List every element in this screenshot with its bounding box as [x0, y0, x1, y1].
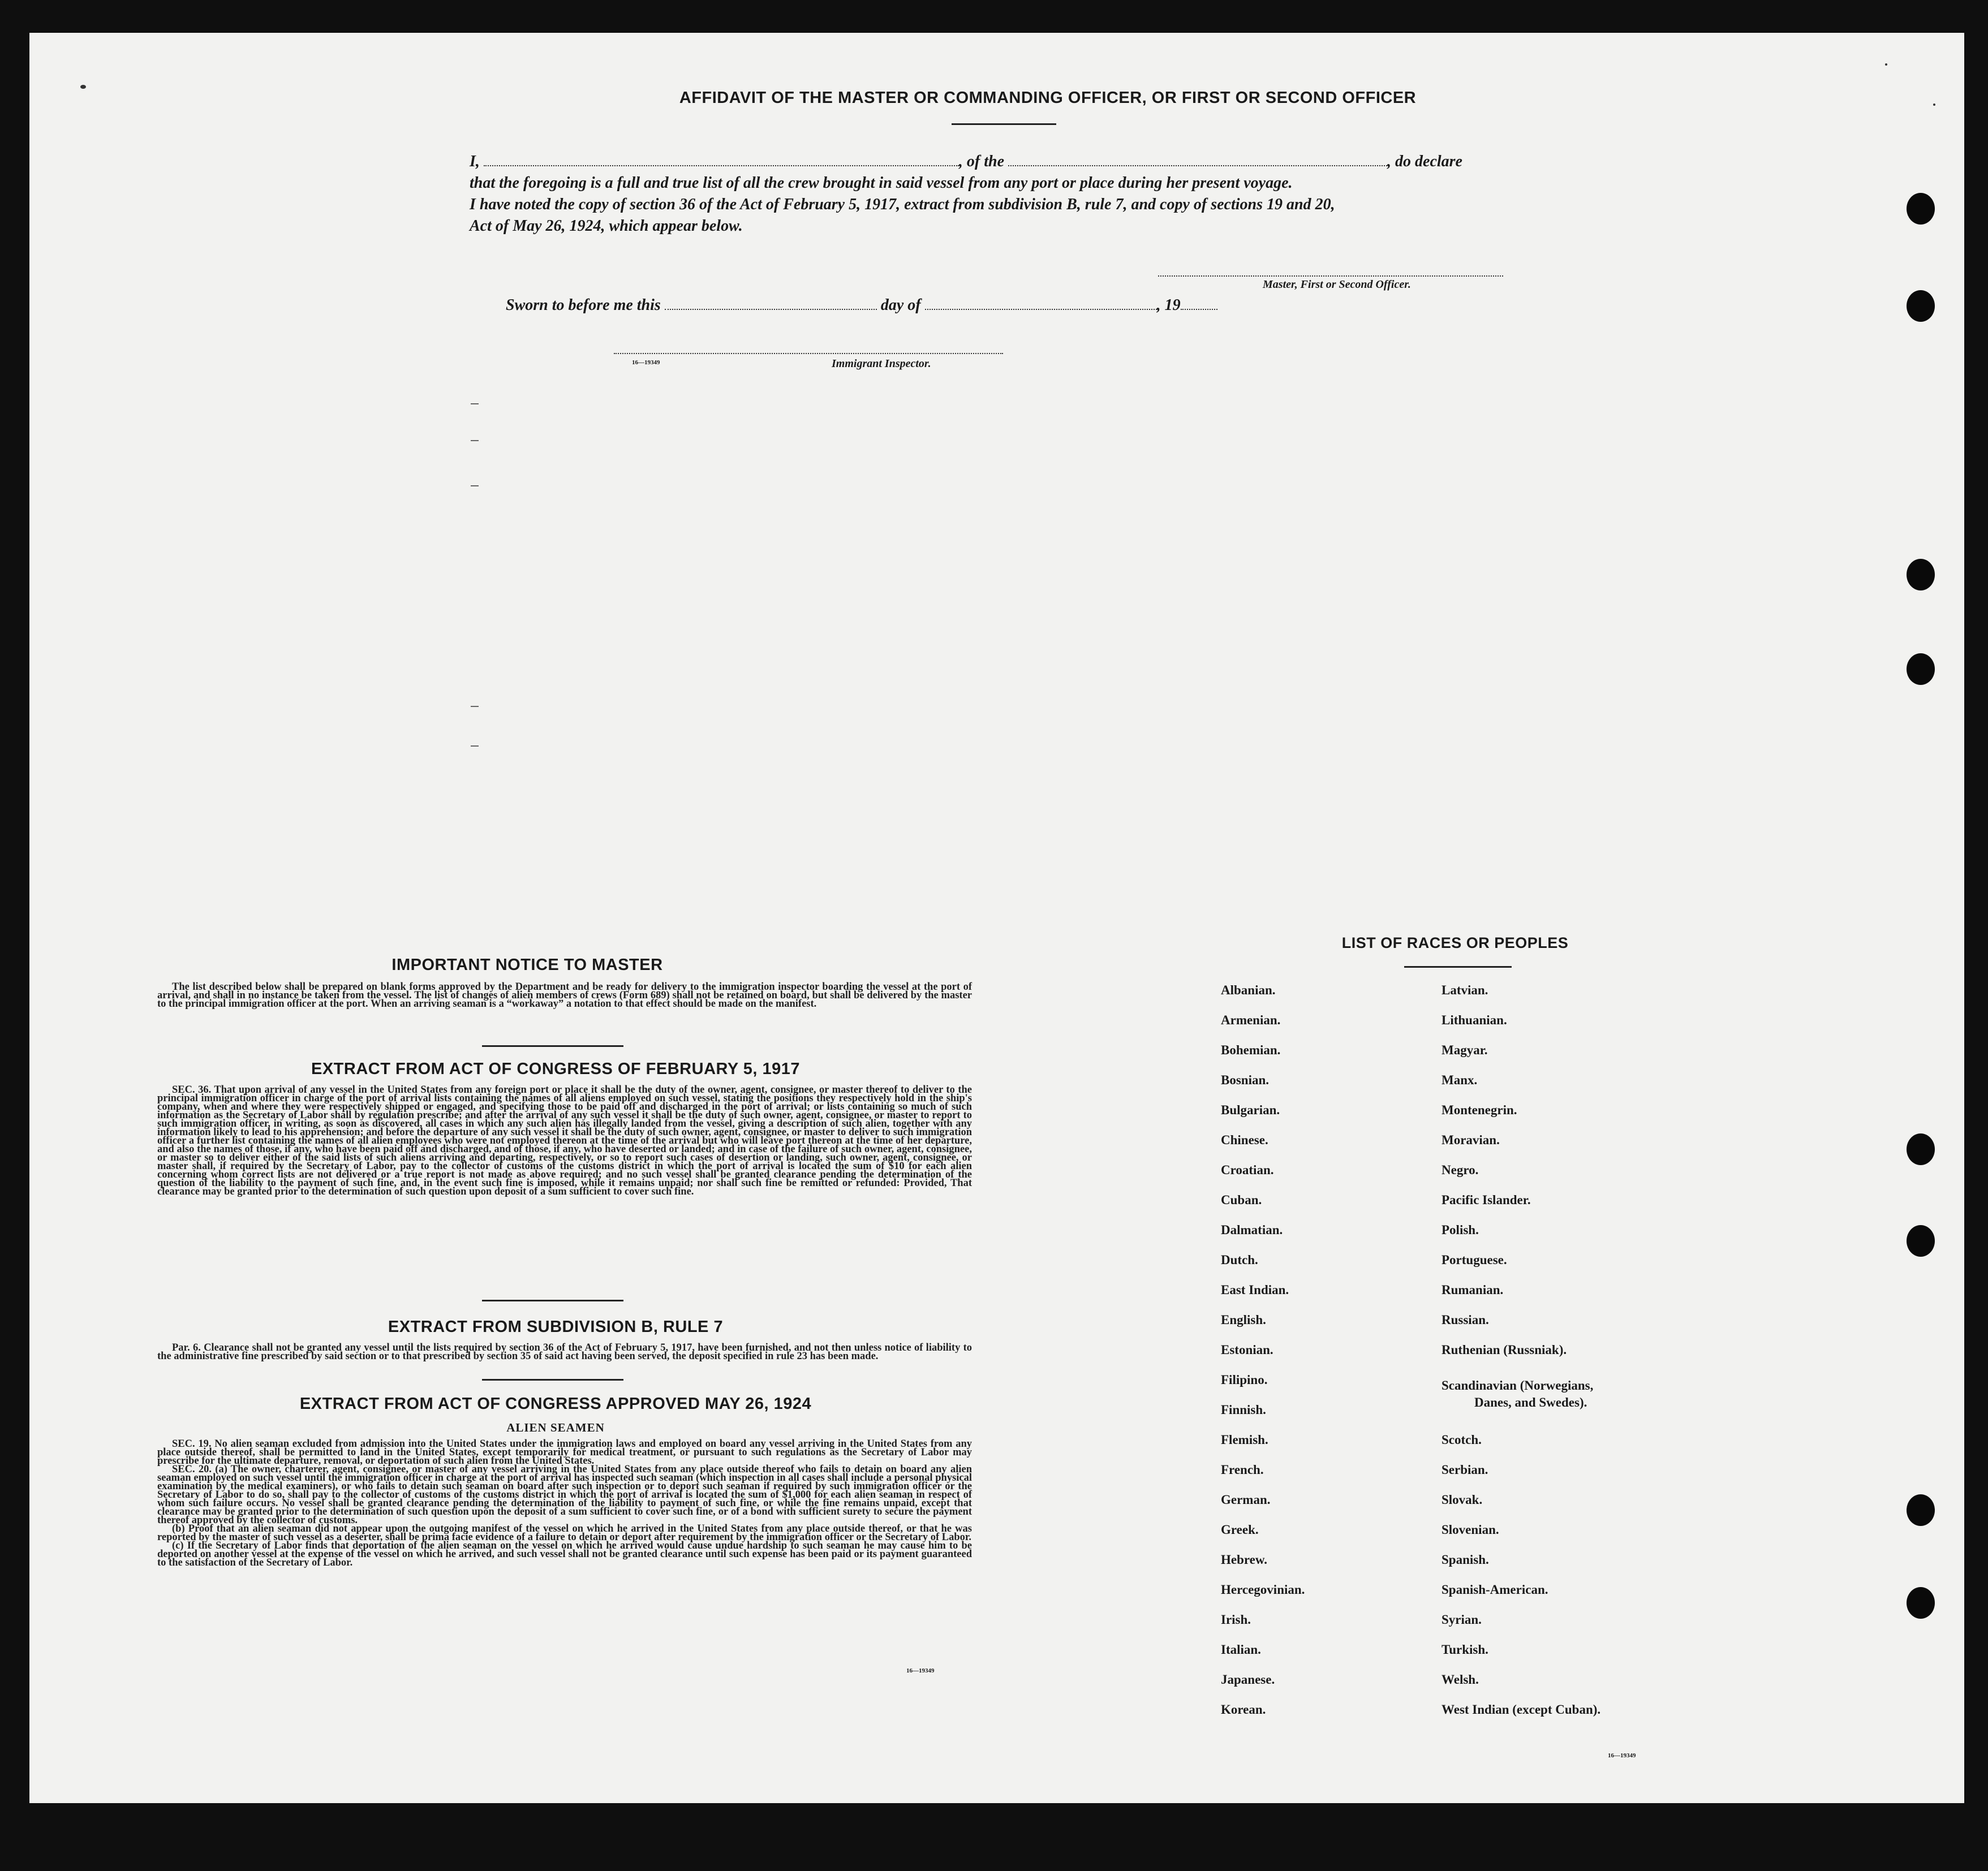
race-item: Bosnian.	[1221, 1073, 1270, 1087]
race-item: Manx.	[1441, 1073, 1478, 1087]
race-item: Spanish.	[1441, 1553, 1489, 1567]
of-the-label: , of the	[958, 153, 1005, 170]
race-item: Japanese.	[1221, 1672, 1275, 1687]
race-item: Serbian.	[1441, 1463, 1488, 1477]
race-item: Chinese.	[1221, 1133, 1268, 1147]
race-item: Scotch.	[1441, 1433, 1482, 1447]
race-item: Latvian.	[1441, 983, 1488, 997]
sec-19-paragraph: SEC. 19. No alien seaman excluded from admission into the United States under the immigration laws and employed on board any vessel arriving in the United States from any place outside thereof, shall be permitted to land in the United States, except temporarily for medical treatment, or pursuant to such regulations as the Secretary of Labor may prescribe for the ultimate departure, removal, or deportation of such alien from the United States.	[157, 1438, 972, 1467]
race-item: Dalmatian.	[1221, 1223, 1283, 1237]
race-item: Armenian.	[1221, 1013, 1281, 1027]
punch-hole	[1907, 1494, 1935, 1526]
affidavit-line-1	[470, 153, 1462, 171]
race-item: Dutch.	[1221, 1253, 1258, 1267]
officer-signature-field[interactable]	[1158, 275, 1503, 277]
punch-hole	[1907, 1587, 1935, 1619]
extract-1924-title: EXTRACT FROM ACT OF CONGRESS APPROVED MAY 26, 1924	[299, 1395, 812, 1413]
race-item: Magyar.	[1441, 1043, 1488, 1057]
section-divider	[482, 1300, 623, 1301]
race-item: Pacific Islander.	[1441, 1193, 1531, 1207]
race-item: Hercegovinian.	[1221, 1583, 1305, 1597]
punch-hole	[1907, 290, 1935, 322]
notice-title: IMPORTANT NOTICE TO MASTER	[391, 956, 663, 974]
form-number-bottom-left: 16—19349	[906, 1667, 935, 1674]
extract-1917-text	[157, 1086, 972, 1196]
alien-seamen-subtitle: ALIEN SEAMEN	[506, 1421, 605, 1434]
title-underline	[952, 123, 1056, 125]
sec-20b-paragraph: (b) Proof that an alien seaman did not appear upon the outgoing manifest of the vessel on which he arrived in the United States from any place outside thereof, or that he was reported by the master of such vessel as a deserter, shall be prima facie evidence of a failure to detain or deport after requirement by the immigration officer or the Secretary of Labor.	[157, 1523, 972, 1543]
punch-hole	[1907, 559, 1935, 590]
affidavit-i-label: I,	[470, 153, 480, 170]
race-item: Portuguese.	[1441, 1253, 1507, 1267]
race-item: Irish.	[1221, 1613, 1251, 1627]
race-item: Bohemian.	[1221, 1043, 1281, 1057]
race-item: Croatian.	[1221, 1163, 1274, 1177]
race-item: Hebrew.	[1221, 1553, 1267, 1567]
sworn-month-field[interactable]	[925, 308, 1157, 310]
sworn-year-field[interactable]	[1181, 308, 1217, 310]
extract-1917-title: EXTRACT FROM ACT OF CONGRESS OF FEBRUARY 5, 1917	[311, 1060, 801, 1078]
race-item: Rumanian.	[1441, 1283, 1504, 1297]
race-item: Turkish.	[1441, 1642, 1488, 1657]
name-field[interactable]	[484, 165, 959, 166]
race-item: Negro.	[1441, 1163, 1479, 1177]
races-left-column	[1221, 983, 1305, 1732]
margin-tick	[471, 745, 479, 747]
race-item: Slovak.	[1441, 1493, 1483, 1507]
races-title-underline	[1404, 966, 1512, 968]
notice-paragraph: The list described below shall be prepared on blank forms approved by the Department and be ready for delivery to the immigration inspector boarding the vessel at the port of arrival, and shall in no instance be taken from the vessel. The list of changes of alien members of crews (Form 689) shall not be retained on board, but shall be delivered by the master to the principal immigration officer at the port. When an arriving seaman is a “workaway” a notation to that effect should be made on the manifest.	[157, 981, 972, 1010]
race-item: Greek.	[1221, 1523, 1259, 1537]
sec-20c-paragraph: (c) If the Secretary of Labor finds that deportation of the alien seaman on the vessel on which he arrived would cause undue hardship to such seaman he may cause him to be deported on another vessel at the expense of the vessel on which he arrived, and such vessel shall not be granted clearance until such expense has been paid or its payment guaranteed to the satisfaction of the Secretary of Labor.	[157, 1540, 972, 1568]
race-item: Moravian.	[1441, 1133, 1500, 1147]
sworn-year-prefix: , 19	[1156, 296, 1181, 314]
notice-text	[157, 983, 972, 1008]
extract-rule7-title: EXTRACT FROM SUBDIVISION B, RULE 7	[388, 1318, 724, 1336]
sworn-line	[506, 296, 1217, 314]
race-item: Polish.	[1441, 1223, 1479, 1237]
officer-signature-caption: Master, First or Second Officer.	[1263, 278, 1411, 291]
form-number-bottom-right: 16—19349	[1608, 1752, 1636, 1759]
race-item: Albanian.	[1221, 983, 1276, 997]
race-item: French.	[1221, 1463, 1264, 1477]
vessel-field[interactable]	[1008, 165, 1387, 166]
ink-speck	[1933, 104, 1935, 106]
ink-speck	[1885, 63, 1887, 66]
race-item: Spanish-American.	[1441, 1583, 1548, 1597]
extract-1924-text	[157, 1440, 972, 1567]
race-item: Danes, and Swedes).	[1474, 1395, 1587, 1409]
affidavit-line-4: Act of May 26, 1924, which appear below.	[470, 217, 743, 235]
race-item: Montenegrin.	[1441, 1103, 1517, 1117]
do-declare-label: , do declare	[1387, 153, 1462, 170]
section-divider	[482, 1379, 623, 1381]
extract-rule7-text	[157, 1344, 972, 1361]
sworn-day-field[interactable]	[665, 308, 877, 310]
margin-tick	[471, 403, 479, 404]
sworn-prefix: Sworn to before me this	[506, 296, 661, 314]
race-item: Syrian.	[1441, 1613, 1482, 1627]
inspector-signature-field[interactable]	[614, 352, 1003, 354]
section-divider	[482, 1045, 623, 1047]
form-number-top: 16—19349	[632, 359, 660, 366]
punch-hole	[1907, 193, 1935, 225]
race-item: Bulgarian.	[1221, 1103, 1280, 1117]
race-item: Korean.	[1221, 1702, 1266, 1717]
affidavit-title: AFFIDAVIT OF THE MASTER OR COMMANDING OFFICER, OR FIRST OR SECOND OFFICER	[679, 89, 1417, 107]
race-item: Scandinavian (Norwegians,	[1441, 1378, 1594, 1393]
race-item: Ruthenian (Russniak).	[1441, 1343, 1567, 1357]
sec-20a-paragraph: SEC. 20. (a) The owner, charterer, agent, consignee, or master of any vessel arriving in the United States from any place outside thereof who fails to detain on board any alien seaman employed on such vessel until the immigration officer in charge at the port of arrival has inspected such seaman (which inspection in all cases shall include a personal physical examination by the medical examiners), or who fails to detain such seaman on board after such inspection or to deport such seaman if required by such immigration officer or the Secretary of Labor to do so, shall pay to the collector of customs of the customs district in which the port of arrival is located the sum of $1,000 for each alien seaman in respect of whom such failure occurs. No vessel shall be granted clearance pending the determination of the liability to payment of such fine, or while the fine remains unpaid, except that clearance may be granted prior to the determination of such question upon the deposit of a sum sufficient to cover such fine, or of a bond with sufficient surety to secure the payment thereof approved by the collector of customs.	[157, 1464, 972, 1526]
race-item: German.	[1221, 1493, 1271, 1507]
race-item: English.	[1221, 1313, 1266, 1327]
race-item: Flemish.	[1221, 1433, 1268, 1447]
affidavit-line-3: I have noted the copy of section 36 of the Act of February 5, 1917, extract from subdivision B, rule 7, and copy of sections 19 and 20,	[470, 196, 1335, 213]
race-item: Welsh.	[1441, 1672, 1479, 1687]
race-item: Finnish.	[1221, 1403, 1266, 1417]
races-right-column	[1441, 983, 1600, 1732]
document-page	[29, 33, 1964, 1803]
par-6-paragraph: Par. 6. Clearance shall not be granted any vessel until the lists required by section 36 of the Act of February 5, 1917, have been furnished, and not then unless notice of liability to the administrative fine prescribed by said section or to that prescribed by section 35 of said act having been served, the deposit specified in rule 23 has been made.	[157, 1342, 972, 1362]
margin-tick	[471, 706, 479, 707]
races-title: LIST OF RACES OR PEOPLES	[1341, 934, 1569, 951]
race-item: Estonian.	[1221, 1343, 1273, 1357]
race-item: East Indian.	[1221, 1283, 1289, 1297]
affidavit-line-2: that the foregoing is a full and true list of all the crew brought in said vessel from any port or place during her present voyage.	[470, 174, 1293, 192]
sec-36-paragraph: SEC. 36. That upon arrival of any vessel in the United States from any foreign port or place it shall be the duty of the owner, agent, consignee, or master thereof to deliver to the principal immigration officer in charge of the port of arrival lists containing the names of all aliens employed on such vessel, stating the positions they respectively hold in the ship's company, when and where they were respectively shipped or engaged, and specifying those to be paid off and discharged in the port of arrival; or lists containing so much of such information as the Secretary of Labor shall by regulation prescribe; and after the arrival of any such vessel it shall be the duty of such owner, agent, consignee, or master to report to such immigration officer, in writing, as soon as discovered, all cases in which any such alien has illegally landed from the vessel, giving a description of such alien, together with any information likely to lead to his apprehension; and before the departure of any such vessel it shall be the duty of such owner, agent, consignee, or master to deliver to such immigration officer a further list containing the names of all alien employees who were not employed thereon at the time of the arrival but who will leave port thereon at the time of her departure, and also the names of those, if any, who have been paid off and discharged, and of those, if any, who have deserted or landed; and in case of the failure of such owner, agent, consignee, or master so to deliver either of the said lists of such aliens arriving and departing, respectively, or so to report such cases of desertion or landing, such owner, agent, consignee, or master shall, if required by the Secretary of Labor, pay to the collector of customs of the customs district in which the port of arrival is located the sum of $10 for each alien concerning whom correct lists are not delivered or a true report is not made as above required; and no such vessel shall be granted clearance pending the determination of the question of the liability to the payment of such fine, and, in the event such fine is imposed, while it remains unpaid; nor shall such fine be remitted or refunded: Provided, That clearance may be granted prior to the determination of such question upon deposit of a sum sufficient to cover such fine.	[157, 1084, 972, 1197]
race-item: Cuban.	[1221, 1193, 1262, 1207]
sworn-day-of: day of	[880, 296, 921, 314]
race-item: Filipino.	[1221, 1373, 1268, 1387]
race-item: Lithuanian.	[1441, 1013, 1507, 1027]
punch-hole	[1907, 1133, 1935, 1165]
margin-tick	[471, 485, 479, 486]
margin-tick	[471, 440, 479, 441]
punch-hole	[1907, 653, 1935, 685]
ink-speck	[80, 85, 86, 89]
race-item: Italian.	[1221, 1642, 1261, 1657]
inspector-caption: Immigrant Inspector.	[832, 357, 931, 370]
punch-hole	[1907, 1225, 1935, 1257]
race-item: Slovenian.	[1441, 1523, 1499, 1537]
race-item: West Indian (except Cuban).	[1441, 1702, 1601, 1717]
race-item: Russian.	[1441, 1313, 1489, 1327]
